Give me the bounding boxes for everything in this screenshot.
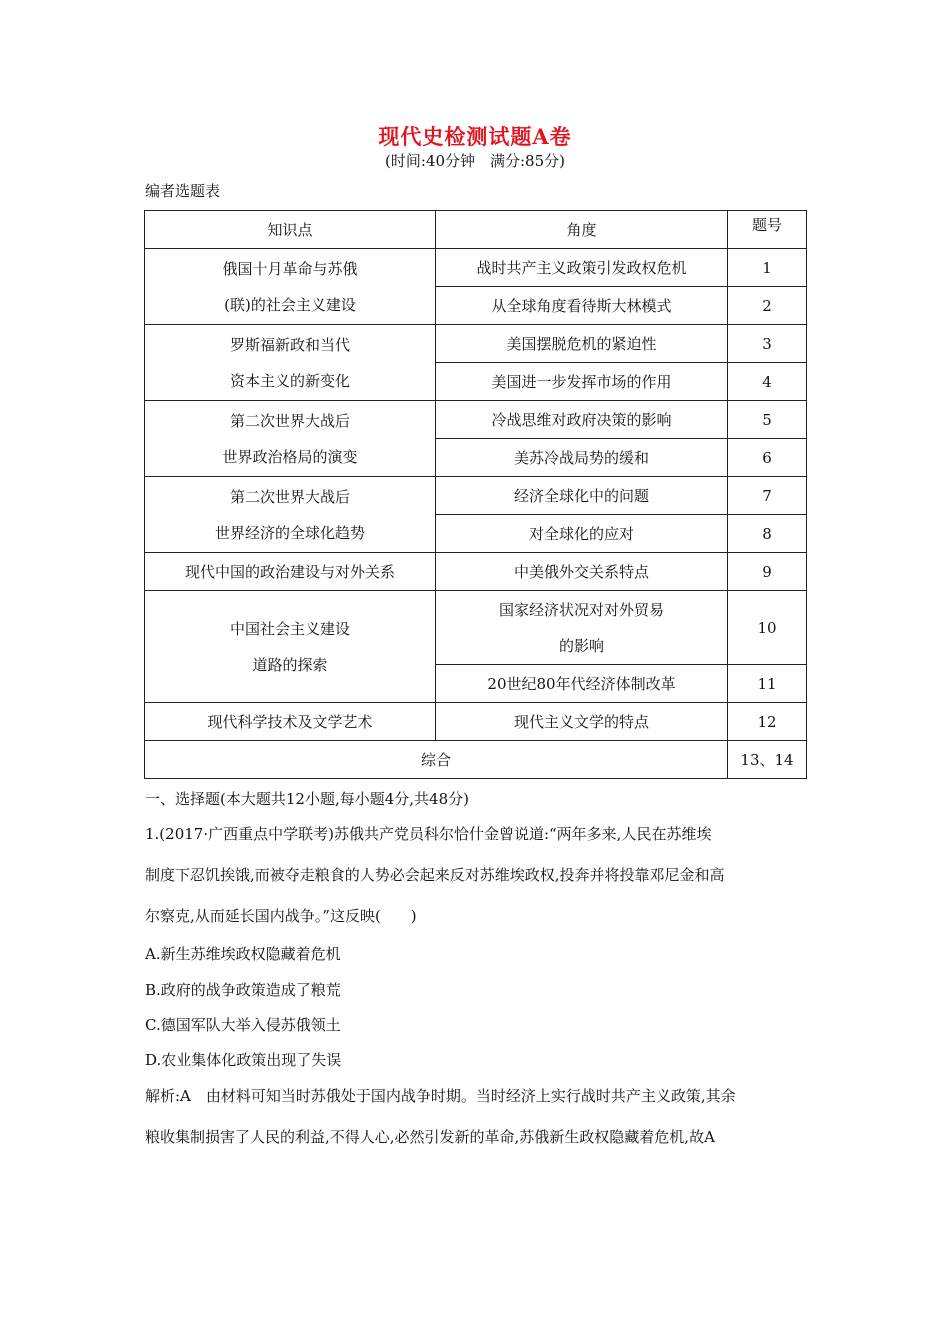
number-cell: 9 (728, 553, 807, 591)
number-cell: 4 (728, 363, 807, 401)
angle-cell: 战时共产主义政策引发政权危机 (436, 249, 728, 287)
question-text-line: 制度下忍饥挨饿,而被夺走粮食的人势必会起来反对苏维埃政权,投奔并将投靠邓尼金和高 (145, 866, 725, 884)
option-c: C.德国军队大举入侵苏俄领土 (145, 1016, 341, 1034)
angle-line: 的影响 (558, 636, 604, 655)
number-cell: 11 (728, 665, 807, 703)
number-cell: 1 (728, 249, 807, 287)
option-b: B.政府的战争政策造成了粮荒 (145, 981, 341, 999)
angle-cell: 美国摆脱危机的紧迫性 (436, 325, 728, 363)
topic-cell (145, 401, 436, 477)
table-row (145, 703, 807, 741)
topic-line: 资本主义的新变化 (229, 371, 350, 390)
topic-cell: 现代中国的政治建设与对外关系 (145, 553, 436, 591)
topic-cell (145, 249, 436, 325)
header-angle: 角度 (436, 211, 728, 249)
number-cell: 6 (728, 439, 807, 477)
topic-line: 世界政治格局的演变 (222, 447, 358, 466)
option-d: D.农业集体化政策出现了失误 (145, 1051, 342, 1069)
table-header-row (145, 211, 807, 249)
topic-line: 第二次世界大战后 (229, 411, 350, 430)
document-title: 现代史检测试题A卷 (378, 124, 572, 149)
table-row (145, 477, 807, 515)
angle-cell: 从全球角度看待斯大林模式 (436, 287, 728, 325)
table-row (145, 325, 807, 363)
topic-line: 罗斯福新政和当代 (229, 335, 350, 354)
topic-line: 俄国十月革命与苏俄 (222, 259, 358, 278)
angle-cell: 中美俄外交关系特点 (436, 553, 728, 591)
option-a: A.新生苏维埃政权隐藏着危机 (145, 945, 341, 963)
number-cell: 12 (728, 703, 807, 741)
number-cell: 2 (728, 287, 807, 325)
angle-cell: 经济全球化中的问题 (436, 477, 728, 515)
summary-row (145, 741, 807, 779)
topic-line: 道路的探索 (252, 655, 328, 674)
table-caption: 编者选题表 (145, 182, 221, 200)
angle-cell: 对全球化的应对 (436, 515, 728, 553)
topic-line: (联)的社会主义建设 (224, 295, 356, 314)
topic-line: 世界经济的全球化趋势 (214, 523, 365, 542)
table-row (145, 401, 807, 439)
question-text-line: 1.(2017·广西重点中学联考)苏俄共产党员科尔恰什金曾说道:“两年多来,人民在苏维埃 (145, 825, 712, 843)
angle-cell (436, 591, 728, 665)
angle-cell: 20世纪80年代经济体制改革 (436, 665, 728, 703)
question-text-line: 尔察克,从而延长国内战争。”这反映( ) (145, 907, 417, 925)
topic-cell: 现代科学技术及文学艺术 (145, 703, 436, 741)
number-cell: 10 (728, 591, 807, 665)
table-row (145, 249, 807, 287)
section-heading: 一、选择题(本大题共12小题,每小题4分,共48分) (145, 790, 469, 808)
table-row (145, 591, 807, 665)
number-cell: 5 (728, 401, 807, 439)
topic-line: 第二次世界大战后 (229, 487, 350, 506)
topic-line: 中国社会主义建设 (229, 619, 350, 638)
angle-line: 国家经济状况对对外贸易 (498, 600, 664, 619)
topic-selection-table (144, 210, 807, 779)
angle-cell: 美苏冷战局势的缓和 (436, 439, 728, 477)
topic-cell (145, 591, 436, 703)
analysis-line: 粮收集制损害了人民的利益,不得人心,必然引发新的革命,苏俄新生政权隐藏着危机,故A (145, 1128, 715, 1146)
header-topic: 知识点 (145, 211, 436, 249)
number-cell: 7 (728, 477, 807, 515)
number-cell: 3 (728, 325, 807, 363)
number-cell: 8 (728, 515, 807, 553)
summary-number: 13、14 (728, 741, 807, 779)
topic-cell (145, 477, 436, 553)
summary-label: 综合 (145, 741, 728, 779)
exam-time-score: (时间:40分钟 满分:85分) (385, 152, 565, 170)
analysis-line: 解析:A 由材料可知当时苏俄处于国内战争时期。当时经济上实行战时共产主义政策,其余 (145, 1087, 736, 1105)
angle-cell: 美国进一步发挥市场的作用 (436, 363, 728, 401)
topic-cell (145, 325, 436, 401)
angle-cell: 冷战思维对政府决策的影响 (436, 401, 728, 439)
angle-cell: 现代主义文学的特点 (436, 703, 728, 741)
header-number: 题号 (728, 211, 807, 249)
table-row (145, 553, 807, 591)
